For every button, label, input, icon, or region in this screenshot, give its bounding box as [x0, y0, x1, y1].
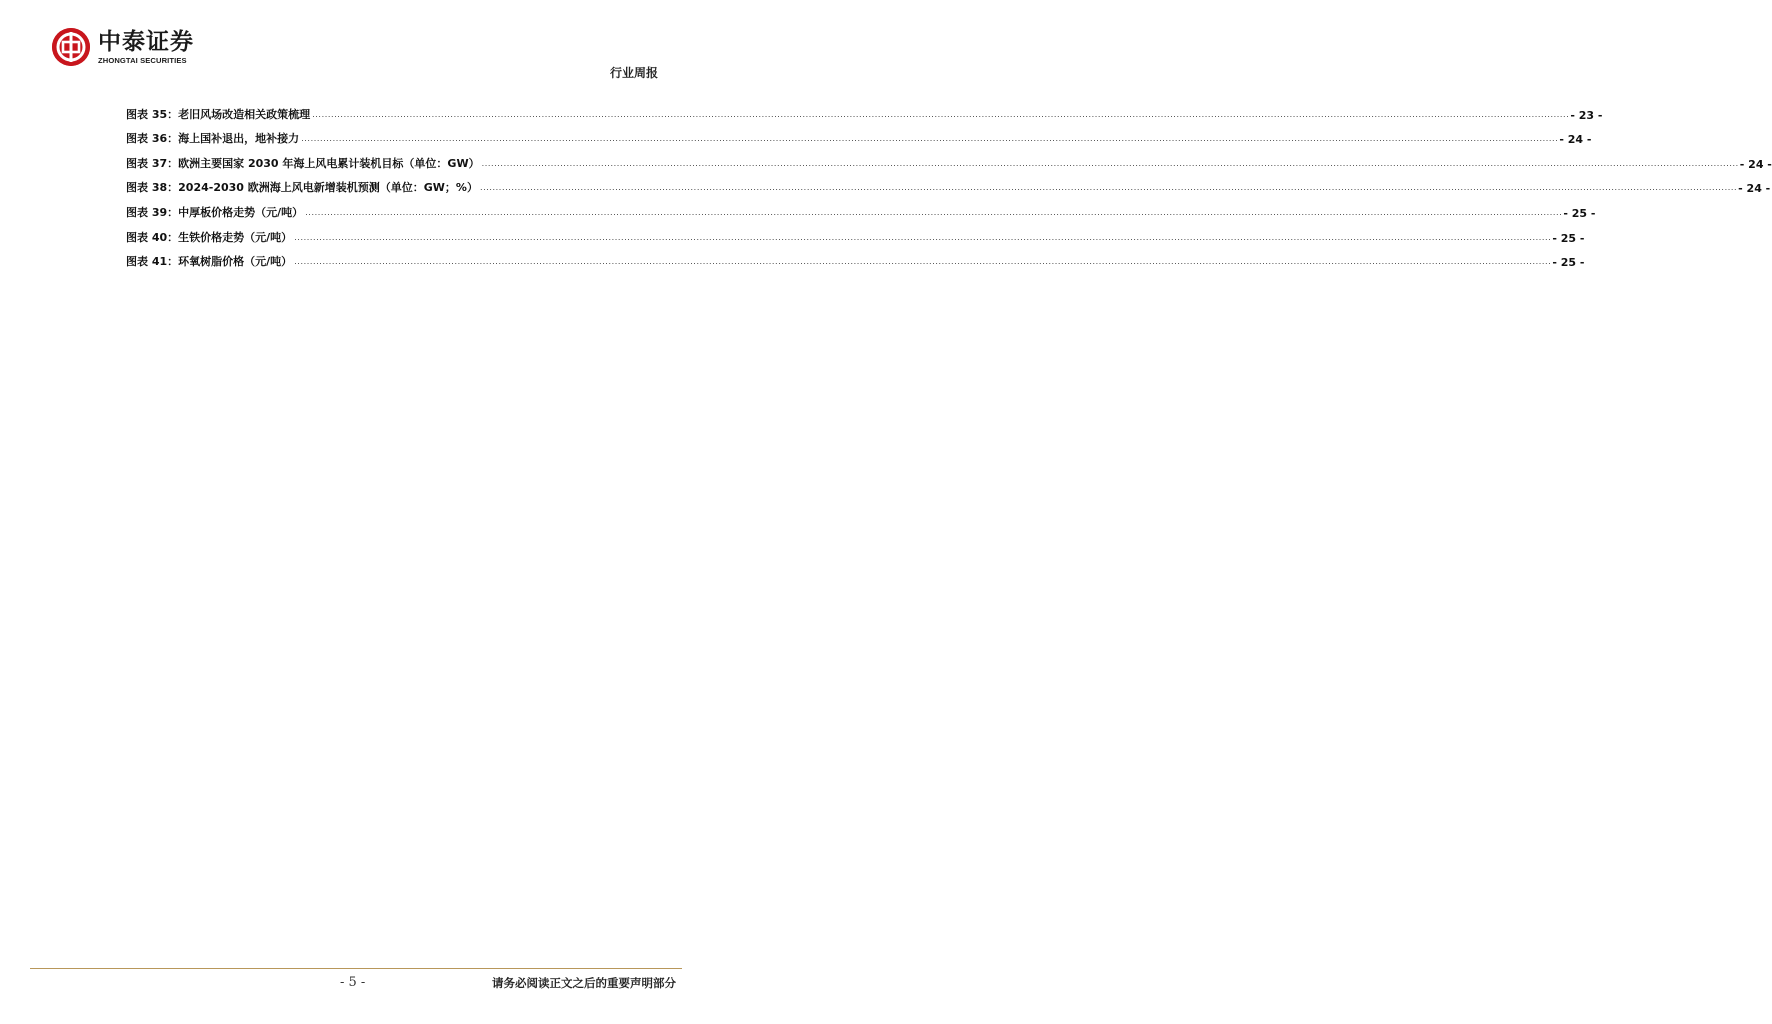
toc-entry-page: - 25 - [1552, 256, 1585, 270]
toc-entry-label: 图表 35：老旧风场改造相关政策梳理 [126, 107, 311, 121]
toc-entry-label: 图表 39：中厚板价格走势（元/吨） [126, 205, 304, 219]
toc-leader-dots: ................................................................................................................................................................................................................................................................................................................................................................................................................ [305, 207, 1563, 217]
toc-leader-dots: ................................................................................................................................................................................................................................................................................................................................................................................................................ [294, 257, 1552, 267]
toc-entry[interactable] [126, 195, 1596, 220]
page-number: - 5 - [340, 975, 366, 990]
toc-entry[interactable] [126, 146, 1772, 171]
toc-leader-dots: ................................................................................................................................................................................................................................................................................................................................................................................................................ [312, 109, 1570, 119]
toc-entry-page: - 24 - [1559, 133, 1592, 147]
toc-entry-label: 图表 41：环氧树脂价格（元/吨） [126, 255, 293, 269]
toc-leader-dots: ................................................................................................................................................................................................................................................................................................................................................................................................................ [294, 232, 1552, 242]
toc-leader-dots: ................................................................................................................................................................................................................................................................................................................................................................................................................ [479, 183, 1738, 193]
company-logo [52, 28, 194, 66]
footer-disclaimer: 请务必阅读正文之后的重要声明部分 [492, 976, 676, 990]
toc-entry-page: - 25 - [1552, 231, 1585, 245]
toc-entry[interactable] [126, 171, 1771, 196]
toc-entry[interactable] [126, 122, 1592, 147]
toc-leader-dots: ................................................................................................................................................................................................................................................................................................................................................................................................................ [481, 158, 1739, 168]
toc-entry[interactable] [126, 245, 1585, 270]
toc-entry-label: 图表 36：海上国补退出，地补接力 [126, 132, 300, 146]
logo-english-name: ZHONGTAI SECURITIES [98, 56, 187, 65]
toc-entry-page: - 24 - [1738, 182, 1771, 196]
toc-entry[interactable] [126, 97, 1603, 122]
toc-entry-page: - 23 - [1570, 108, 1603, 122]
logo-chinese-name: 中泰证券 [98, 29, 194, 55]
toc-entry-page: - 24 - [1739, 157, 1772, 171]
toc-entry-label: 图表 37：欧洲主要国家 2030 年海上风电累计装机目标（单位：GW） [126, 156, 480, 170]
toc-leader-dots: ................................................................................................................................................................................................................................................................................................................................................................................................................ [301, 134, 1559, 144]
toc-entry-label: 图表 38：2024-2030 欧洲海上风电新增装机预测（单位：GW；%） [126, 181, 478, 195]
toc-entry[interactable] [126, 220, 1585, 245]
report-type-label: 行业周报 [609, 66, 658, 80]
toc-entry-page: - 25 - [1563, 206, 1596, 220]
zhongtai-logo-icon [52, 28, 90, 66]
footer-divider [30, 968, 682, 969]
figure-index [126, 97, 1772, 270]
toc-entry-label: 图表 40：生铁价格走势（元/吨） [126, 230, 293, 244]
